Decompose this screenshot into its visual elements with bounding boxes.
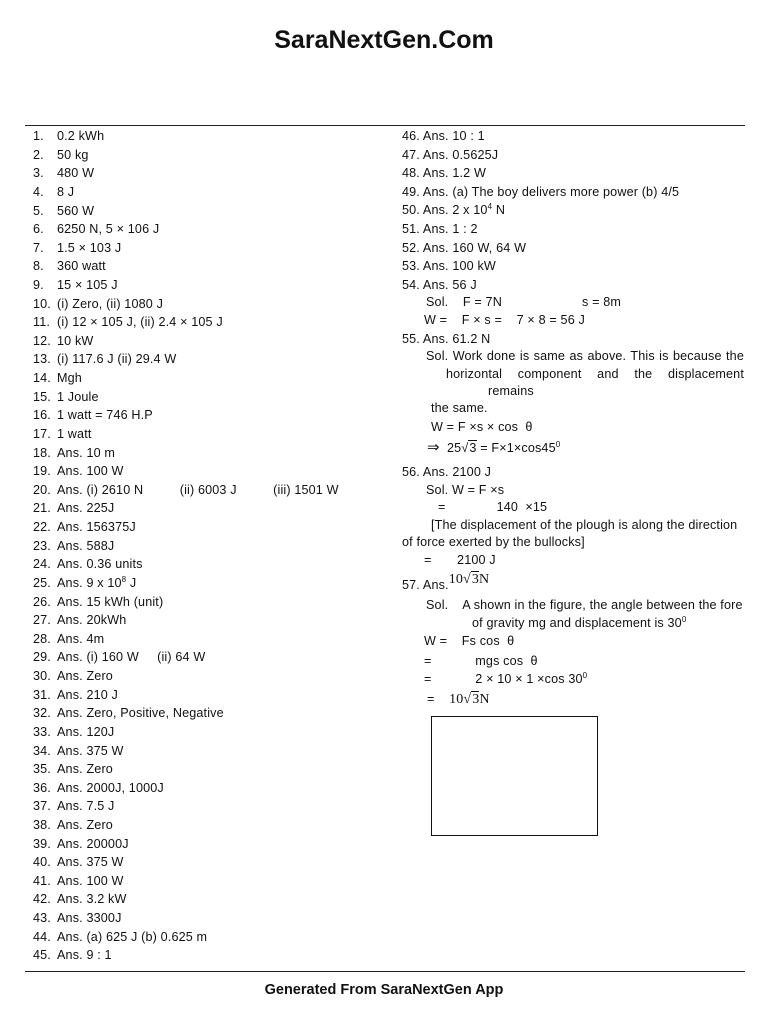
answer-text: Ans. 4m: [57, 631, 105, 646]
answer-number: 34.: [33, 743, 51, 758]
answer-55-equation-2: ⇒ $25√3 = F\times 1\times\cos 45^0$: [427, 439, 561, 456]
answer-item: [33, 463, 124, 479]
answer-text: Ans. (a) 625 J (b) 0.625 m: [57, 929, 208, 944]
answer-text: 1.5 × 103 J: [57, 240, 122, 255]
answer-57-solution-line-1: Sol. A shown in the figure, the angle between the fore: [426, 598, 743, 612]
answer-57-work-line-4: = 10√3N: [427, 692, 490, 707]
answer-number: 31.: [33, 687, 51, 702]
answer-item: [33, 649, 205, 665]
answer-text: 360 watt: [57, 259, 106, 274]
answer-number: 4.: [33, 184, 44, 199]
answer-text: 15 × 105 J: [57, 278, 118, 292]
answer-item: [33, 165, 94, 181]
answer-text: Ans. 10 m: [57, 445, 116, 460]
answer-item: [33, 631, 104, 647]
answer-item: [33, 519, 136, 535]
answer-number: 40.: [33, 855, 51, 870]
answer-text: (i) Zero, (ii) 1080 J: [57, 296, 164, 311]
top-divider: [25, 125, 745, 126]
answer-text: Ans. 20000J: [57, 836, 129, 851]
answer-text: Ans. 100 W: [57, 464, 124, 479]
answer-text: Ans. 0.36 units: [57, 557, 143, 572]
answer-item: [33, 296, 163, 312]
answer-number: 8.: [33, 259, 44, 274]
answer-number: 41.: [33, 873, 51, 888]
answer-text: Ans. 9 x 10: [57, 575, 122, 590]
answer-text: Ans. 120J: [57, 724, 115, 739]
answer-item: [33, 854, 124, 870]
answer-item: [33, 724, 114, 740]
answer-item: [33, 389, 99, 405]
answer-item: [33, 780, 164, 796]
answer-50: 50. Ans. 2 x $10^4$ N: [402, 202, 506, 218]
answer-item: [33, 761, 113, 777]
answer-item: [33, 929, 207, 945]
answer-54-work: W = F × s = 7 × 8 = 56 J: [424, 313, 585, 327]
answer-item: [33, 798, 115, 814]
answer-text: 1 watt: [57, 426, 92, 441]
answer-48: 48. Ans. 1.2 W: [402, 166, 487, 181]
answer-number: 45.: [33, 948, 51, 963]
page-footer: Generated From SaraNextGen App: [264, 982, 504, 998]
answer-number: 9.: [33, 278, 44, 292]
answer-55-solution-line-1: Sol. Work done is same as above. This is because the: [426, 349, 744, 363]
answer-number: 7.: [33, 240, 44, 255]
answer-number: 2.: [33, 147, 44, 162]
answer-number: 17.: [33, 426, 51, 441]
page-title: SaraNextGen.Com: [274, 26, 494, 54]
answer-number: 25.: [33, 575, 51, 590]
answer-55-equation-1: W = F ×s × cos θ: [431, 420, 533, 434]
answer-55: 55. Ans. 61.2 N: [402, 332, 491, 346]
implies-icon: ⇒: [427, 439, 440, 456]
answer-item: [33, 668, 113, 684]
answer-item: [33, 594, 163, 610]
answer-number: 30.: [33, 669, 51, 683]
answer-text: Ans. 3300J: [57, 911, 122, 925]
answer-item: [33, 556, 143, 572]
answer-56: 56. Ans. 2100 J: [402, 465, 492, 479]
answer-text: Ans. Zero: [57, 762, 113, 777]
answer-item: [33, 891, 127, 907]
answer-52: 52. Ans. 160 W, 64 W: [402, 240, 527, 255]
answer-number: 1.: [33, 129, 44, 143]
answer-55-solution-line-2: horizontal component and the displacement: [446, 367, 744, 381]
answer-number: 32.: [33, 706, 51, 721]
answer-item: [33, 743, 124, 759]
answer-item: [33, 445, 115, 461]
answer-number: 24.: [33, 557, 51, 572]
answer-item: [33, 314, 223, 330]
answer-number: 43.: [33, 911, 51, 925]
answer-item: [33, 500, 114, 516]
answer-text: Ans. 9 : 1: [57, 948, 112, 963]
answer-56-note-line-1: [The displacement of the plough is along the direction: [431, 518, 738, 532]
answer-text: 1 watt = 746 H.P: [57, 408, 153, 423]
answer-text: Ans. (i) 160 W (ii) 64 W: [57, 650, 206, 665]
answer-item: [33, 277, 118, 293]
answer-text: Ans. 225J: [57, 501, 115, 516]
answer-text: 10 kW: [57, 333, 94, 348]
answer-56-equation: = 140 ×15: [438, 500, 548, 514]
answer-item: [33, 370, 82, 386]
answer-text: Ans. 156375J: [57, 520, 136, 534]
answer-53: 53. Ans. 100 kW: [402, 259, 496, 274]
answer-item: [33, 817, 113, 833]
answer-text: 560 W: [57, 203, 95, 218]
answer-text: 50 kg: [57, 147, 89, 162]
answer-text: Ans. 2000J, 1000J: [57, 780, 164, 795]
answer-text: Ans. 3.2 kW: [57, 892, 127, 907]
answer-number: 6.: [33, 222, 44, 237]
answer-number: 5.: [33, 203, 44, 218]
bottom-divider: [25, 971, 745, 972]
answer-number: 18.: [33, 445, 51, 460]
answer-item: [33, 221, 159, 237]
answer-item: [33, 426, 92, 442]
answer-text: Ans. 588J: [57, 538, 115, 553]
answer-item: [33, 258, 106, 274]
answer-number: 36.: [33, 780, 51, 795]
answer-exponent: 8: [121, 574, 127, 584]
answer-text: Ans. 210 J: [57, 687, 119, 702]
answer-text: 480 W: [57, 166, 95, 181]
answer-number: 27.: [33, 613, 51, 628]
answer-54-solution-force: Sol. F = 7N: [426, 295, 502, 309]
answer-number: 44.: [33, 929, 51, 944]
answer-unit: J: [126, 575, 137, 590]
answer-number: 20.: [33, 482, 51, 497]
answer-text: Ans. Zero: [57, 817, 113, 832]
answer-number: 3.: [33, 166, 44, 181]
answer-number: 19.: [33, 464, 51, 479]
answer-57-solution-line-2: of gravity mg and displacement is $30^0$: [472, 615, 687, 630]
answer-item: [33, 836, 129, 852]
answer-text: Ans. 7.5 J: [57, 799, 115, 814]
answer-46: 46. Ans. 10 : 1: [402, 129, 485, 143]
answer-number: 10.: [33, 296, 51, 311]
answer-text: Ans. 375 W: [57, 743, 124, 758]
answer-text: 0.2 kWh: [57, 129, 105, 143]
answer-text: 1 Joule: [57, 389, 99, 404]
answer-item: [33, 184, 74, 200]
answer-number: 22.: [33, 520, 51, 534]
answer-text: Ans. Zero, Positive, Negative: [57, 706, 224, 721]
answer-number: 21.: [33, 501, 51, 516]
answer-54: 54. Ans. 56 J: [402, 277, 477, 292]
answer-item: [33, 482, 339, 498]
answer-number: 42.: [33, 892, 51, 907]
answer-text: 6250 N, 5 × 106 J: [57, 222, 160, 237]
answer-number: 39.: [33, 836, 51, 851]
answer-item: [33, 333, 93, 349]
answer-number: 23.: [33, 538, 51, 553]
answer-number: 11.: [33, 315, 51, 330]
answer-number: 12.: [33, 333, 51, 348]
answer-text: (i) 117.6 J (ii) 29.4 W: [57, 352, 177, 367]
answer-text: 8 J: [57, 184, 75, 199]
answer-57: 57. Ans.10√3N: [402, 572, 490, 592]
answer-55-solution-line-4: the same.: [431, 401, 488, 415]
answer-text: (i) 12 × 105 J, (ii) 2.4 × 105 J: [57, 315, 223, 330]
answer-number: 29.: [33, 650, 51, 665]
answer-number: 35.: [33, 762, 51, 777]
answer-item: [33, 407, 153, 423]
answer-number: 13.: [33, 352, 51, 367]
answer-number: 38.: [33, 817, 51, 832]
answer-text: Ans. 20kWh: [57, 613, 127, 628]
answer-56-solution: Sol. W = F ×s: [426, 483, 505, 497]
answer-item: [33, 575, 136, 591]
figure-placeholder-box: [431, 716, 598, 836]
answer-51: 51. Ans. 1 : 2: [402, 222, 478, 236]
answer-55-solution-line-3: remains: [488, 384, 534, 398]
answer-54-solution-displacement: s = 8m: [582, 295, 622, 309]
answer-number: 33.: [33, 724, 51, 739]
answer-item: [33, 947, 112, 963]
answer-56-note-line-2: of force exerted by the bullocks]: [402, 535, 585, 549]
answer-text: Ans. (i) 2610 N (ii) 6003 J (iii) 1501 W: [57, 482, 339, 497]
answer-49: 49. Ans. (a) The boy delivers more power (b) 4/5: [402, 184, 680, 199]
answer-item: [33, 147, 89, 163]
answer-number: 16.: [33, 408, 51, 423]
answer-number: 14.: [33, 371, 51, 386]
answer-item: [33, 351, 176, 367]
answer-text: Ans. 375 W: [57, 855, 124, 870]
answer-item: [33, 910, 122, 926]
answer-57-work-line-2: = mgs cos θ: [424, 654, 538, 668]
answer-item: [33, 687, 118, 703]
answer-item: [33, 203, 94, 219]
answer-text: Mgh: [57, 371, 82, 386]
answer-text: Ans. 15 kWh (unit): [57, 594, 164, 609]
answer-57-work-line-1: W = Fs cos θ: [424, 634, 515, 648]
answer-number: 26.: [33, 594, 51, 609]
answer-text: Ans. Zero: [57, 669, 113, 683]
answer-number: 28.: [33, 631, 51, 646]
answer-text: Ans. 100 W: [57, 873, 124, 888]
answer-number: 15.: [33, 389, 51, 404]
answer-47: 47. Ans. 0.5625J: [402, 147, 499, 162]
answer-item: [33, 705, 224, 721]
answer-56-result: = 2100 J: [424, 553, 496, 567]
answer-number: 37.: [33, 799, 51, 814]
answer-57-work-line-3: = 2 × 10 × 1 ×cos $30^0$: [424, 671, 588, 686]
answer-item: [33, 873, 124, 889]
answer-item: [33, 128, 104, 144]
answer-item: [33, 612, 126, 628]
answer-item: [33, 240, 121, 256]
answer-item: [33, 538, 114, 554]
